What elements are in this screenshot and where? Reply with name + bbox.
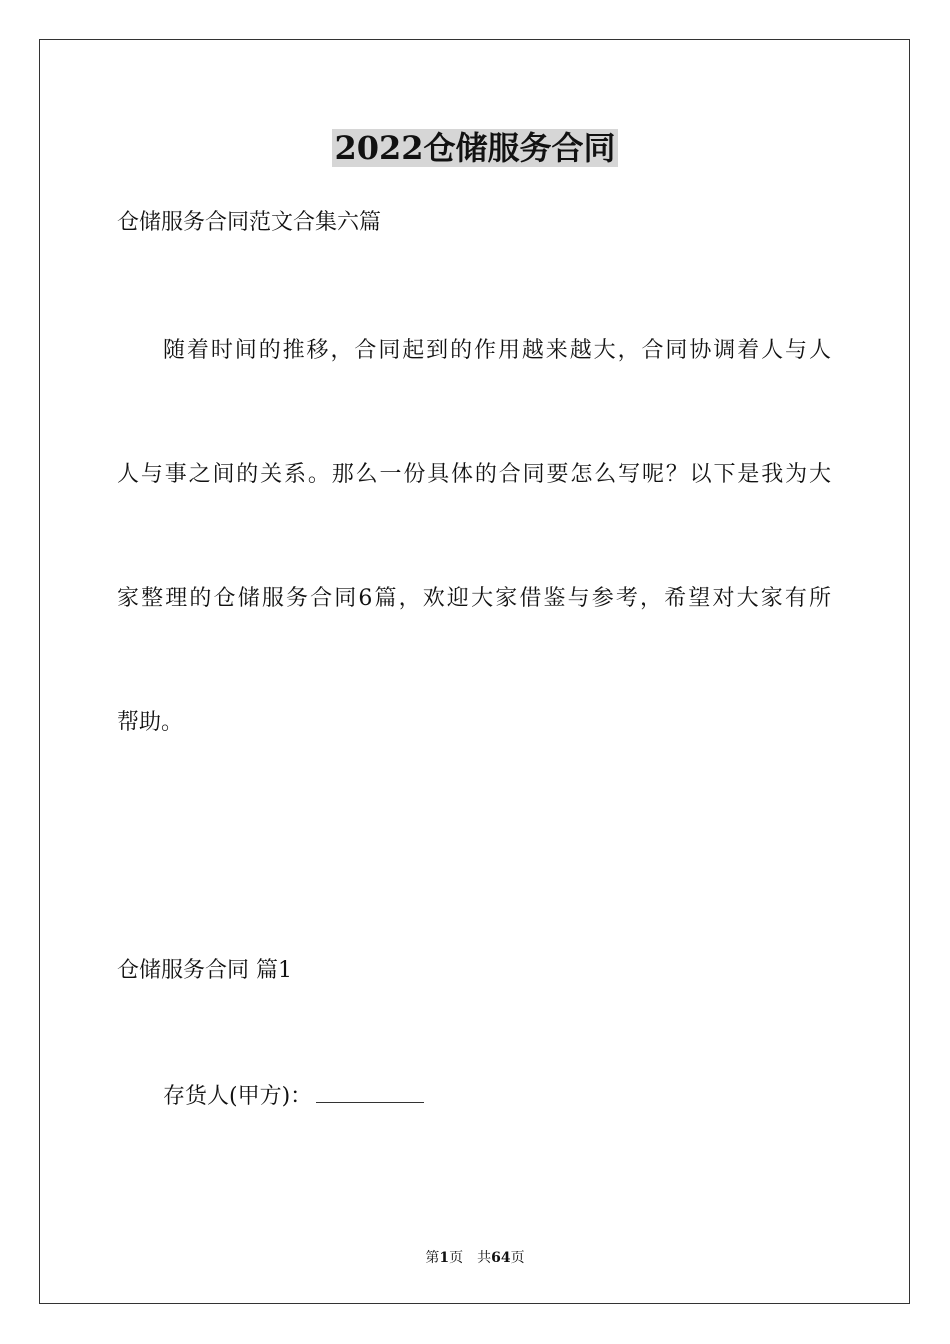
depositor-field-label: 存货人(甲方)： — [163, 1084, 313, 1109]
footer-page-suffix: 页 — [449, 1250, 464, 1266]
section-heading: 仓储服务合同 篇1 — [117, 958, 292, 983]
paragraph-line-4: 帮助。 — [117, 710, 184, 735]
depositor-field — [163, 1080, 424, 1112]
paragraph-line-3: 家整理的仓储服务合同6篇，欢迎大家借鉴与参考，希望对大家有所 — [117, 586, 831, 611]
document-subtitle: 仓储服务合同范文合集六篇 — [117, 210, 382, 235]
document-title — [0, 128, 950, 168]
footer-total-prefix: 共 — [477, 1250, 492, 1266]
footer-total-suffix: 页 — [510, 1250, 525, 1266]
footer-page-prefix: 第 — [425, 1250, 440, 1266]
page-footer — [0, 1248, 950, 1268]
paragraph-line-1: 随着时间的推移，合同起到的作用越来越大，合同协调着人与人 — [163, 338, 831, 363]
depositor-blank-line — [316, 1080, 424, 1103]
footer-page-total: 64 — [491, 1250, 511, 1266]
paragraph-line-2: 人与事之间的关系。那么一份具体的合同要怎么写呢？以下是我为大 — [117, 462, 831, 487]
document-title-text: 2022仓储服务合同 — [334, 129, 616, 167]
footer-page-current: 1 — [439, 1250, 450, 1266]
